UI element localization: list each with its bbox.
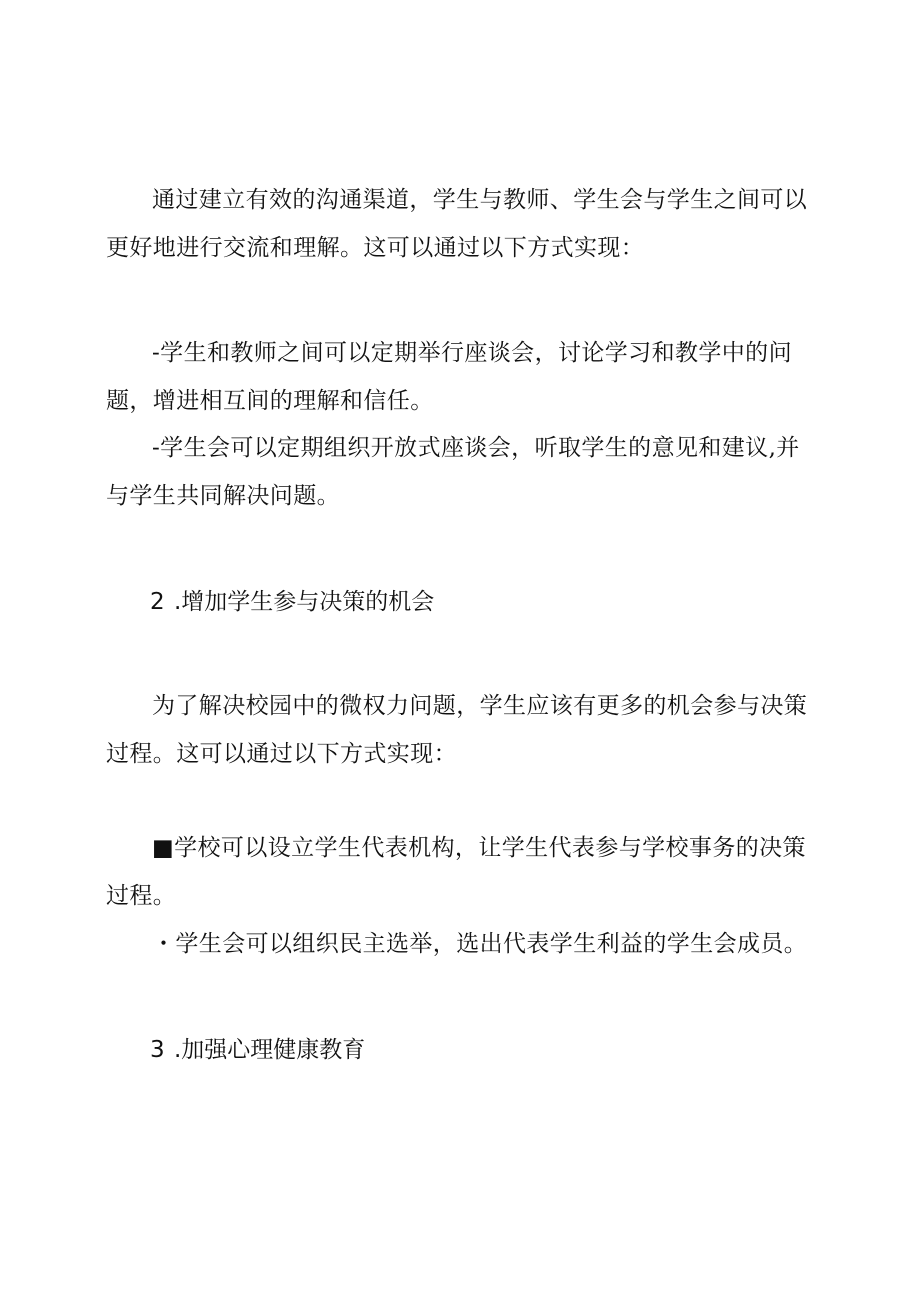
- section-2-item-2: [106, 920, 806, 968]
- section-2-title: .增加学生参与决策的机会: [174, 589, 435, 615]
- comm-item-2-line-2: 与学生共同解决问题。: [106, 483, 340, 509]
- section-2-number: 2: [150, 589, 165, 615]
- comm-item-1-line-2: 题，增进相互间的理解和信任。: [106, 388, 434, 414]
- section-2-intro: [106, 682, 806, 778]
- section-3-heading: [150, 1034, 365, 1066]
- comm-item-2-line-1: -学生会可以定期组织开放式座谈会，听取学生的意见和建议,并: [152, 435, 800, 461]
- section-2-item-1-line-1: ■学校可以设立学生代表机构，让学生代表参与学校事务的决策: [152, 835, 806, 861]
- intro-line-2: 更好地进行交流和理解。这可以通过以下方式实现：: [106, 235, 645, 261]
- intro-line-1: 通过建立有效的沟通渠道，学生与教师、学生会与学生之间可以: [152, 187, 808, 213]
- comm-item-1-line-1: -学生和教师之间可以定期举行座谈会，讨论学习和教学中的问: [152, 340, 792, 366]
- section-2-intro-line-2: 过程。这可以通过以下方式实现：: [106, 741, 457, 767]
- section-3-title: .加强心理健康教育: [174, 1037, 366, 1063]
- intro-paragraph: [106, 176, 806, 272]
- section-2-intro-line-1: 为了解决校园中的微权力问题，学生应该有更多的机会参与决策: [152, 693, 808, 719]
- section-2-item-1: [106, 824, 806, 920]
- section-2-heading: [150, 586, 434, 618]
- section-3-number: 3: [150, 1037, 165, 1063]
- section-2-item-2-line-1: ・学生会可以组织民主选举，选出代表学生利益的学生会成员。: [152, 931, 808, 957]
- section-2-item-1-line-2: 过程。: [106, 883, 177, 909]
- comm-item-2: [106, 424, 806, 520]
- comm-item-1: [106, 329, 806, 425]
